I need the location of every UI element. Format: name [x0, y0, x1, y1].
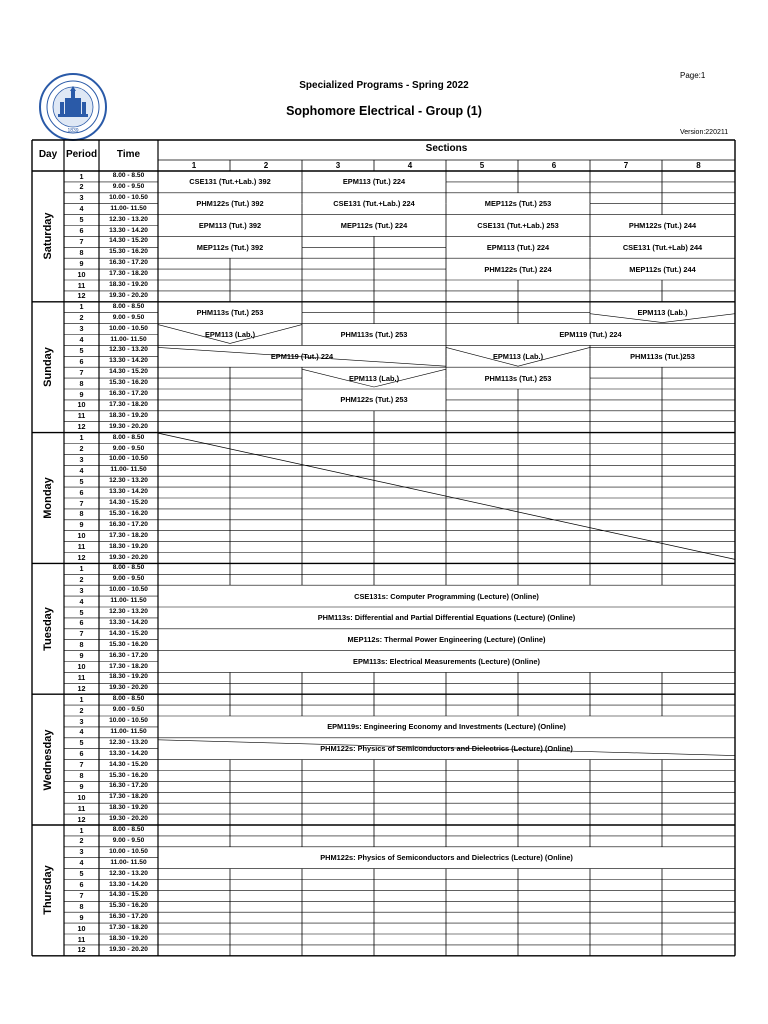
period-time: 13.30 - 14.20 — [109, 749, 148, 757]
period-number: 2 — [79, 574, 84, 584]
period-time: 18.30 - 19.20 — [109, 281, 148, 288]
event-saturday-2: PHM122s (Tut.) 392 — [196, 199, 264, 209]
period-number: 7 — [79, 629, 84, 639]
period-time: 15.30 - 16.20 — [109, 379, 148, 387]
period-time: 19.30 - 20.20 — [109, 422, 148, 430]
period-time: 16.30 - 17.20 — [109, 782, 148, 790]
period-number: 2 — [79, 705, 84, 715]
period-number: 10 — [77, 792, 86, 802]
period-time: 12.30 - 13.20 — [109, 869, 148, 877]
period-number: 10 — [77, 531, 86, 541]
period-number: 8 — [79, 901, 84, 911]
period-number: 11 — [77, 411, 86, 421]
event-saturday-10: EPM113 (Tut.) 224 — [486, 242, 550, 252]
period-time: 18.30 - 19.20 — [109, 804, 148, 812]
day-column-header: Day — [38, 149, 58, 160]
svg-text:1839: 1839 — [67, 128, 79, 134]
event-saturday-9: MEP112s (Tut.) 392 — [196, 242, 264, 252]
event-sunday-6: EPM113 (Lab.) — [492, 351, 544, 361]
period-time: 13.30 - 14.20 — [109, 880, 148, 888]
period-number: 6 — [79, 487, 84, 497]
period-time: 12.30 - 13.20 — [109, 477, 148, 485]
event-sunday-2: EPM113 (Lab.) — [204, 330, 256, 339]
event-wednesday-1: PHM122s: Physics of Semiconductors and Dielectrics (Lecture) (Online) — [320, 744, 573, 754]
period-time: 9.00 - 9.50 — [112, 313, 145, 321]
period-number: 5 — [79, 215, 84, 225]
period-number: 1 — [79, 302, 84, 312]
period-number: 11 — [77, 934, 86, 944]
event-sunday-5: EPM119 (Tut.) 224 — [270, 351, 334, 361]
period-time: 14.30 - 15.20 — [109, 368, 148, 376]
event-tuesday-2: MEP112s: Thermal Power Engineering (Lecture) (Online) — [347, 635, 546, 645]
period-time: 12.30 - 13.20 — [109, 738, 148, 746]
period-time: 10.00 - 10.50 — [109, 847, 148, 855]
period-time: 18.30 - 19.20 — [109, 542, 148, 550]
period-time: 16.30 - 17.20 — [109, 390, 148, 397]
period-number: 3 — [79, 324, 84, 334]
period-number: 7 — [79, 367, 84, 377]
period-number: 11 — [77, 672, 86, 682]
period-time: 16.30 - 17.20 — [109, 520, 148, 528]
period-time: 8.00 - 8.50 — [112, 695, 145, 703]
period-number: 1 — [79, 171, 84, 181]
period-time: 15.30 - 16.20 — [109, 771, 148, 779]
period-number: 3 — [79, 193, 84, 203]
event-sunday-4: EPM119 (Tut.) 224 — [559, 330, 622, 339]
period-number: 1 — [79, 563, 84, 573]
period-time: 11.00- 11.50 — [110, 858, 147, 866]
day-label-sunday: Sunday — [42, 347, 54, 388]
period-number: 10 — [77, 400, 86, 410]
period-number: 9 — [79, 520, 84, 530]
period-time: 8.00 - 8.50 — [112, 826, 145, 833]
period-number: 10 — [77, 923, 86, 933]
event-saturday-13: MEP112s (Tut.) 244 — [629, 264, 696, 274]
event-tuesday-3: EPM113s: Electrical Measurements (Lecture) (Online) — [353, 657, 540, 666]
period-number: 6 — [79, 749, 84, 759]
period-time: 11.00- 11.50 — [110, 335, 147, 343]
event-sunday-9: PHM113s (Tut.) 253 — [484, 373, 552, 383]
period-time: 16.30 - 17.20 — [109, 651, 148, 659]
period-time: 19.30 - 20.20 — [109, 291, 148, 299]
period-time: 17.30 - 18.20 — [109, 793, 148, 801]
period-time: 9.00 - 9.50 — [112, 836, 145, 844]
period-time: 15.30 - 16.20 — [109, 902, 148, 910]
period-time: 19.30 - 20.20 — [109, 684, 148, 692]
period-number: 9 — [79, 781, 84, 791]
period-number: 3 — [79, 716, 84, 726]
period-time: 18.30 - 19.20 — [109, 411, 148, 419]
period-number: 2 — [79, 313, 84, 323]
period-time: 10.00 - 10.50 — [109, 324, 148, 332]
period-time: 12.30 - 13.20 — [109, 608, 148, 615]
period-number: 9 — [79, 651, 84, 661]
period-number: 4 — [79, 204, 84, 214]
period-number: 5 — [79, 738, 84, 748]
period-time: 11.00- 11.50 — [110, 597, 147, 605]
event-sunday-1: EPM113 (Lab.) — [637, 308, 688, 318]
period-number: 5 — [79, 345, 84, 355]
period-time: 9.00 - 9.50 — [112, 706, 145, 714]
period-time: 14.30 - 15.20 — [109, 760, 148, 768]
period-number: 12 — [77, 291, 86, 301]
period-time: 17.30 - 18.20 — [109, 270, 148, 278]
group-title: Sophomore Electrical - Group (1) — [286, 104, 482, 118]
period-number: 3 — [79, 585, 84, 595]
sections-header: Sections — [425, 143, 468, 154]
period-time: 12.30 - 13.20 — [109, 346, 148, 354]
section-number-1: 1 — [191, 161, 197, 170]
event-thursday-0: PHM122s: Physics of Semiconductors and Dielectrics (Lecture) (Online) — [320, 853, 573, 863]
period-number: 12 — [77, 422, 86, 432]
monday-cancel-diagonal — [158, 433, 735, 559]
period-number: 11 — [77, 803, 86, 813]
period-time: 16.30 - 17.20 — [109, 913, 148, 921]
period-time: 17.30 - 18.20 — [109, 924, 148, 932]
period-number: 7 — [79, 236, 84, 246]
period-number: 9 — [79, 258, 84, 268]
period-number: 2 — [79, 182, 84, 192]
event-saturday-11: CSE131 (Tut.+Lab) 244 — [622, 242, 703, 252]
period-number: 8 — [79, 378, 84, 388]
period-number: 1 — [79, 825, 84, 835]
period-time: 17.30 - 18.20 — [109, 531, 148, 539]
period-time: 16.30 - 17.20 — [109, 259, 148, 267]
day-label-tuesday: Tuesday — [42, 606, 54, 651]
period-number: 12 — [77, 814, 86, 824]
event-tuesday-1: PHM113s: Differential and Partial Differential Equations (Lecture) (Online) — [317, 613, 576, 623]
period-time: 13.30 - 14.20 — [109, 357, 148, 365]
period-number: 9 — [79, 912, 84, 922]
period-time: 15.30 - 16.20 — [109, 248, 148, 256]
period-time: 9.00 - 9.50 — [112, 444, 145, 452]
program-title: Specialized Programs - Spring 2022 — [299, 80, 469, 91]
period-number: 2 — [79, 444, 84, 453]
event-saturday-6: MEP112s (Tut.) 224 — [340, 221, 408, 230]
day-label-monday: Monday — [42, 477, 54, 519]
period-number: 4 — [79, 596, 84, 606]
period-time: 10.00 - 10.50 — [109, 717, 148, 724]
period-number: 3 — [79, 454, 84, 464]
period-number: 5 — [79, 607, 84, 617]
day-label-thursday: Thursday — [42, 865, 54, 916]
event-wednesday-0: EPM119s: Engineering Economy and Investments (Lecture) (Online) — [327, 722, 566, 732]
period-time: 10.00 - 10.50 — [109, 455, 148, 463]
page-number: Page:1 — [680, 71, 706, 80]
period-number: 8 — [79, 640, 84, 650]
period-number: 10 — [77, 662, 86, 671]
version-label: Version:220211 — [680, 129, 729, 136]
period-number: 12 — [77, 683, 86, 693]
event-sunday-0: PHM113s (Tut.) 253 — [196, 308, 264, 318]
event-saturday-5: EPM113 (Tut.) 392 — [198, 221, 262, 230]
period-number: 7 — [79, 760, 84, 770]
period-time: 17.30 - 18.20 — [109, 400, 148, 408]
section-number-8: 8 — [696, 161, 701, 170]
period-time: 14.30 - 15.20 — [109, 499, 148, 506]
period-time: 9.00 - 9.50 — [112, 182, 145, 190]
period-number: 12 — [77, 945, 86, 955]
section-number-5: 5 — [479, 161, 485, 170]
period-number: 8 — [79, 509, 84, 519]
period-number: 4 — [79, 335, 84, 344]
period-number: 9 — [79, 389, 84, 399]
period-time: 17.30 - 18.20 — [109, 662, 148, 670]
period-time: 12.30 - 13.20 — [109, 215, 148, 223]
period-number: 5 — [79, 476, 84, 486]
event-saturday-3: CSE131 (Tut.+Lab.) 224 — [333, 199, 415, 209]
period-number: 2 — [79, 836, 84, 846]
period-number: 1 — [79, 694, 84, 704]
period-number: 6 — [79, 226, 84, 235]
event-sunday-8: EPM113 (Lab.) — [348, 373, 400, 383]
period-number: 5 — [79, 869, 84, 879]
event-tuesday-0: CSE131s: Computer Programming (Lecture) (Online) — [354, 591, 539, 601]
period-number: 6 — [79, 356, 84, 366]
period-number: 4 — [79, 465, 84, 475]
section-number-2: 2 — [263, 161, 269, 170]
event-sunday-10: PHM122s (Tut.) 253 — [340, 395, 408, 405]
period-number: 4 — [79, 727, 84, 737]
period-time: 8.00 - 8.50 — [112, 433, 145, 441]
period-time: 10.00 - 10.50 — [109, 193, 148, 201]
period-time: 10.00 - 10.50 — [109, 586, 148, 594]
event-saturday-4: MEP112s (Tut.) 253 — [484, 199, 552, 209]
day-label-saturday: Saturday — [42, 212, 54, 260]
period-number: 7 — [79, 498, 84, 508]
period-time: 11.00- 11.50 — [110, 727, 147, 735]
period-number: 8 — [79, 771, 84, 780]
period-number: 3 — [79, 847, 84, 857]
period-time: 18.30 - 19.20 — [109, 935, 148, 942]
period-time: 13.30 - 14.20 — [109, 618, 148, 626]
period-time: 13.30 - 14.20 — [109, 226, 148, 234]
day-label-wednesday: Wednesday — [42, 729, 54, 791]
period-time: 11.00- 11.50 — [110, 204, 147, 212]
period-time: 19.30 - 20.20 — [109, 553, 148, 561]
period-time: 15.30 - 16.20 — [109, 640, 148, 648]
period-number: 11 — [77, 542, 86, 552]
period-number: 7 — [79, 890, 84, 900]
period-time: 8.00 - 8.50 — [112, 302, 145, 310]
event-saturday-7: CSE131 (Tut.+Lab.) 253 — [477, 221, 559, 230]
event-sunday-3: PHM113s (Tut.) 253 — [340, 330, 408, 339]
period-number: 1 — [79, 433, 84, 443]
period-time: 8.00 - 8.50 — [112, 564, 145, 572]
period-time: 14.30 - 15.20 — [109, 891, 148, 899]
period-number: 6 — [79, 880, 84, 889]
period-time: 18.30 - 19.20 — [109, 673, 148, 681]
section-number-6: 6 — [551, 161, 557, 170]
period-time: 19.30 - 20.20 — [109, 815, 148, 823]
period-time: 15.30 - 16.20 — [109, 509, 148, 517]
event-saturday-1: EPM113 (Tut.) 224 — [342, 177, 406, 187]
period-number: 6 — [79, 618, 84, 628]
time-column-header: Time — [116, 149, 141, 160]
period-column-header: Period — [65, 149, 98, 160]
period-time: 9.00 - 9.50 — [112, 575, 145, 583]
period-time: 11.00- 11.50 — [110, 466, 147, 474]
event-saturday-0: CSE131 (Tut.+Lab.) 392 — [189, 177, 271, 187]
section-number-7: 7 — [623, 161, 629, 170]
period-number: 8 — [79, 247, 84, 257]
period-number: 4 — [79, 858, 84, 868]
event-sunday-7: PHM113s (Tut.)253 — [630, 351, 695, 361]
period-number: 11 — [77, 280, 86, 290]
period-time: 13.30 - 14.20 — [109, 488, 148, 496]
period-time: 8.00 - 8.50 — [112, 172, 145, 179]
section-number-4: 4 — [407, 161, 413, 170]
period-number: 10 — [77, 269, 86, 279]
period-number: 12 — [77, 553, 86, 562]
section-number-3: 3 — [335, 161, 341, 170]
period-time: 14.30 - 15.20 — [109, 237, 148, 245]
period-time: 19.30 - 20.20 — [109, 945, 148, 953]
event-saturday-12: PHM122s (Tut.) 224 — [484, 264, 552, 274]
period-time: 14.30 - 15.20 — [109, 629, 148, 637]
event-saturday-8: PHM122s (Tut.) 244 — [628, 221, 697, 230]
